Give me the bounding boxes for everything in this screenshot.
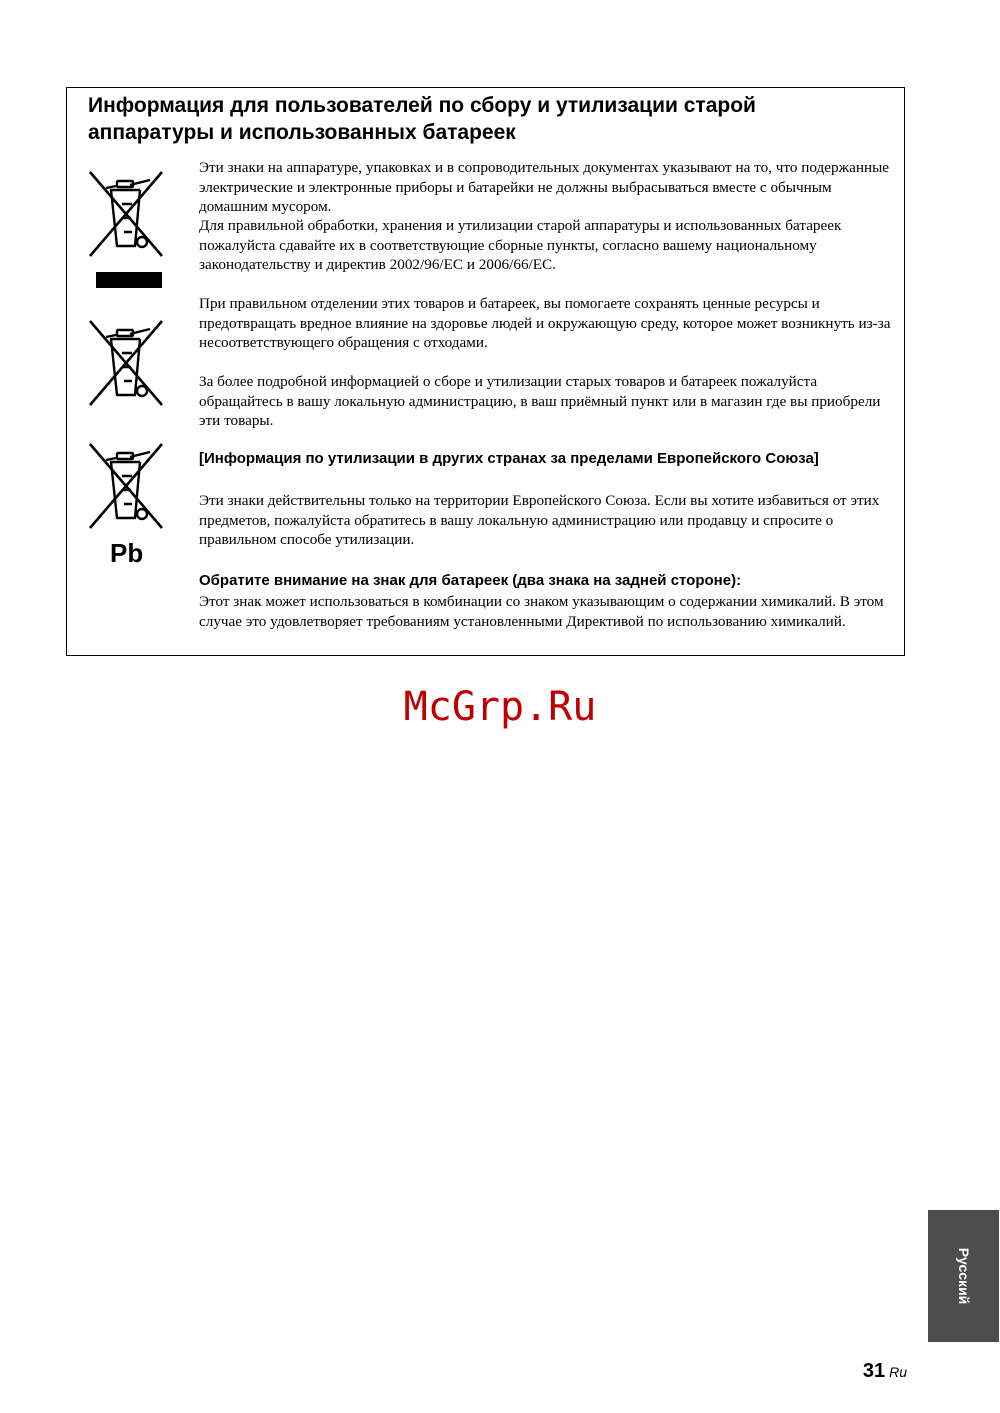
watermark: McGrp.Ru (403, 684, 597, 730)
paragraph-more-info: За более подробной информацией о сборе и утилизации старых товаров и батареек пожалуйста обращайтесь в вашу локальную администрацию, в ваш приёмный пункт или в магазин где вы приобрели эти товары. (199, 373, 881, 429)
paragraph-benefits: При правильном отделении этих товаров и батареек, вы помогаете сохранять ценные ресурсы и предотвращать вредное влияние на здоровье людей и окружающую среду, которое может возникнуть из-за несоответствующего обращения с отходами. (199, 295, 891, 351)
heading-non-eu: [Информация по утилизации в других странах за пределами Европейского Союза] (199, 450, 819, 467)
crossed-bin-icon (86, 440, 166, 532)
page-number-value: 31 (862, 1360, 886, 1382)
language-tab (928, 1210, 999, 1342)
title-line-1: Информация для пользователей по сбору и утилизации старой (88, 94, 756, 117)
title-line-2: аппаратуры и использованных батареек (88, 121, 516, 144)
heading-battery-note: Обратите внимание на знак для батареек (два знака на задней стороне): (199, 572, 742, 589)
paragraph-disposal: Для правильной обработки, хранения и утилизации старой аппаратуры и использованных батареек пожалуйста сдавайте их в соответствующие сборные пункты, согласно вашему национальному законодательству и директив 2002/96/EC и 2006/66/EC. (199, 217, 842, 273)
paragraph-intro: Эти знаки на аппаратуре, упаковках и в сопроводительных документах указывают на то, что подержанные электрические и электронные приборы и батарейки не должны выбрасываться вместе с обычным домашним мусором. (199, 159, 890, 215)
paragraph-non-eu: Эти знаки действительны только на территории Европейского Союза. Если вы хотите избавиться от этих предметов, пожалуйста обратитесь в вашу локальную администрацию или продавцу и спросите о правильном способе утилизации. (199, 492, 880, 548)
page-title (88, 92, 888, 146)
paragraph-battery-note: Этот знак может использоваться в комбинации со знаком указывающим о содержании химикалий. В этом случае это удовлетворяет требованиям установленными Директивой по использованию химикалий. (199, 593, 884, 630)
black-bar (96, 272, 162, 288)
language-tab-label: Русский (955, 1247, 972, 1305)
page-language: Ru (889, 1364, 907, 1380)
pb-label: Pb (110, 538, 144, 568)
page-number (863, 1360, 907, 1383)
crossed-bin-icon (86, 168, 166, 260)
crossed-bin-icon (86, 317, 166, 409)
